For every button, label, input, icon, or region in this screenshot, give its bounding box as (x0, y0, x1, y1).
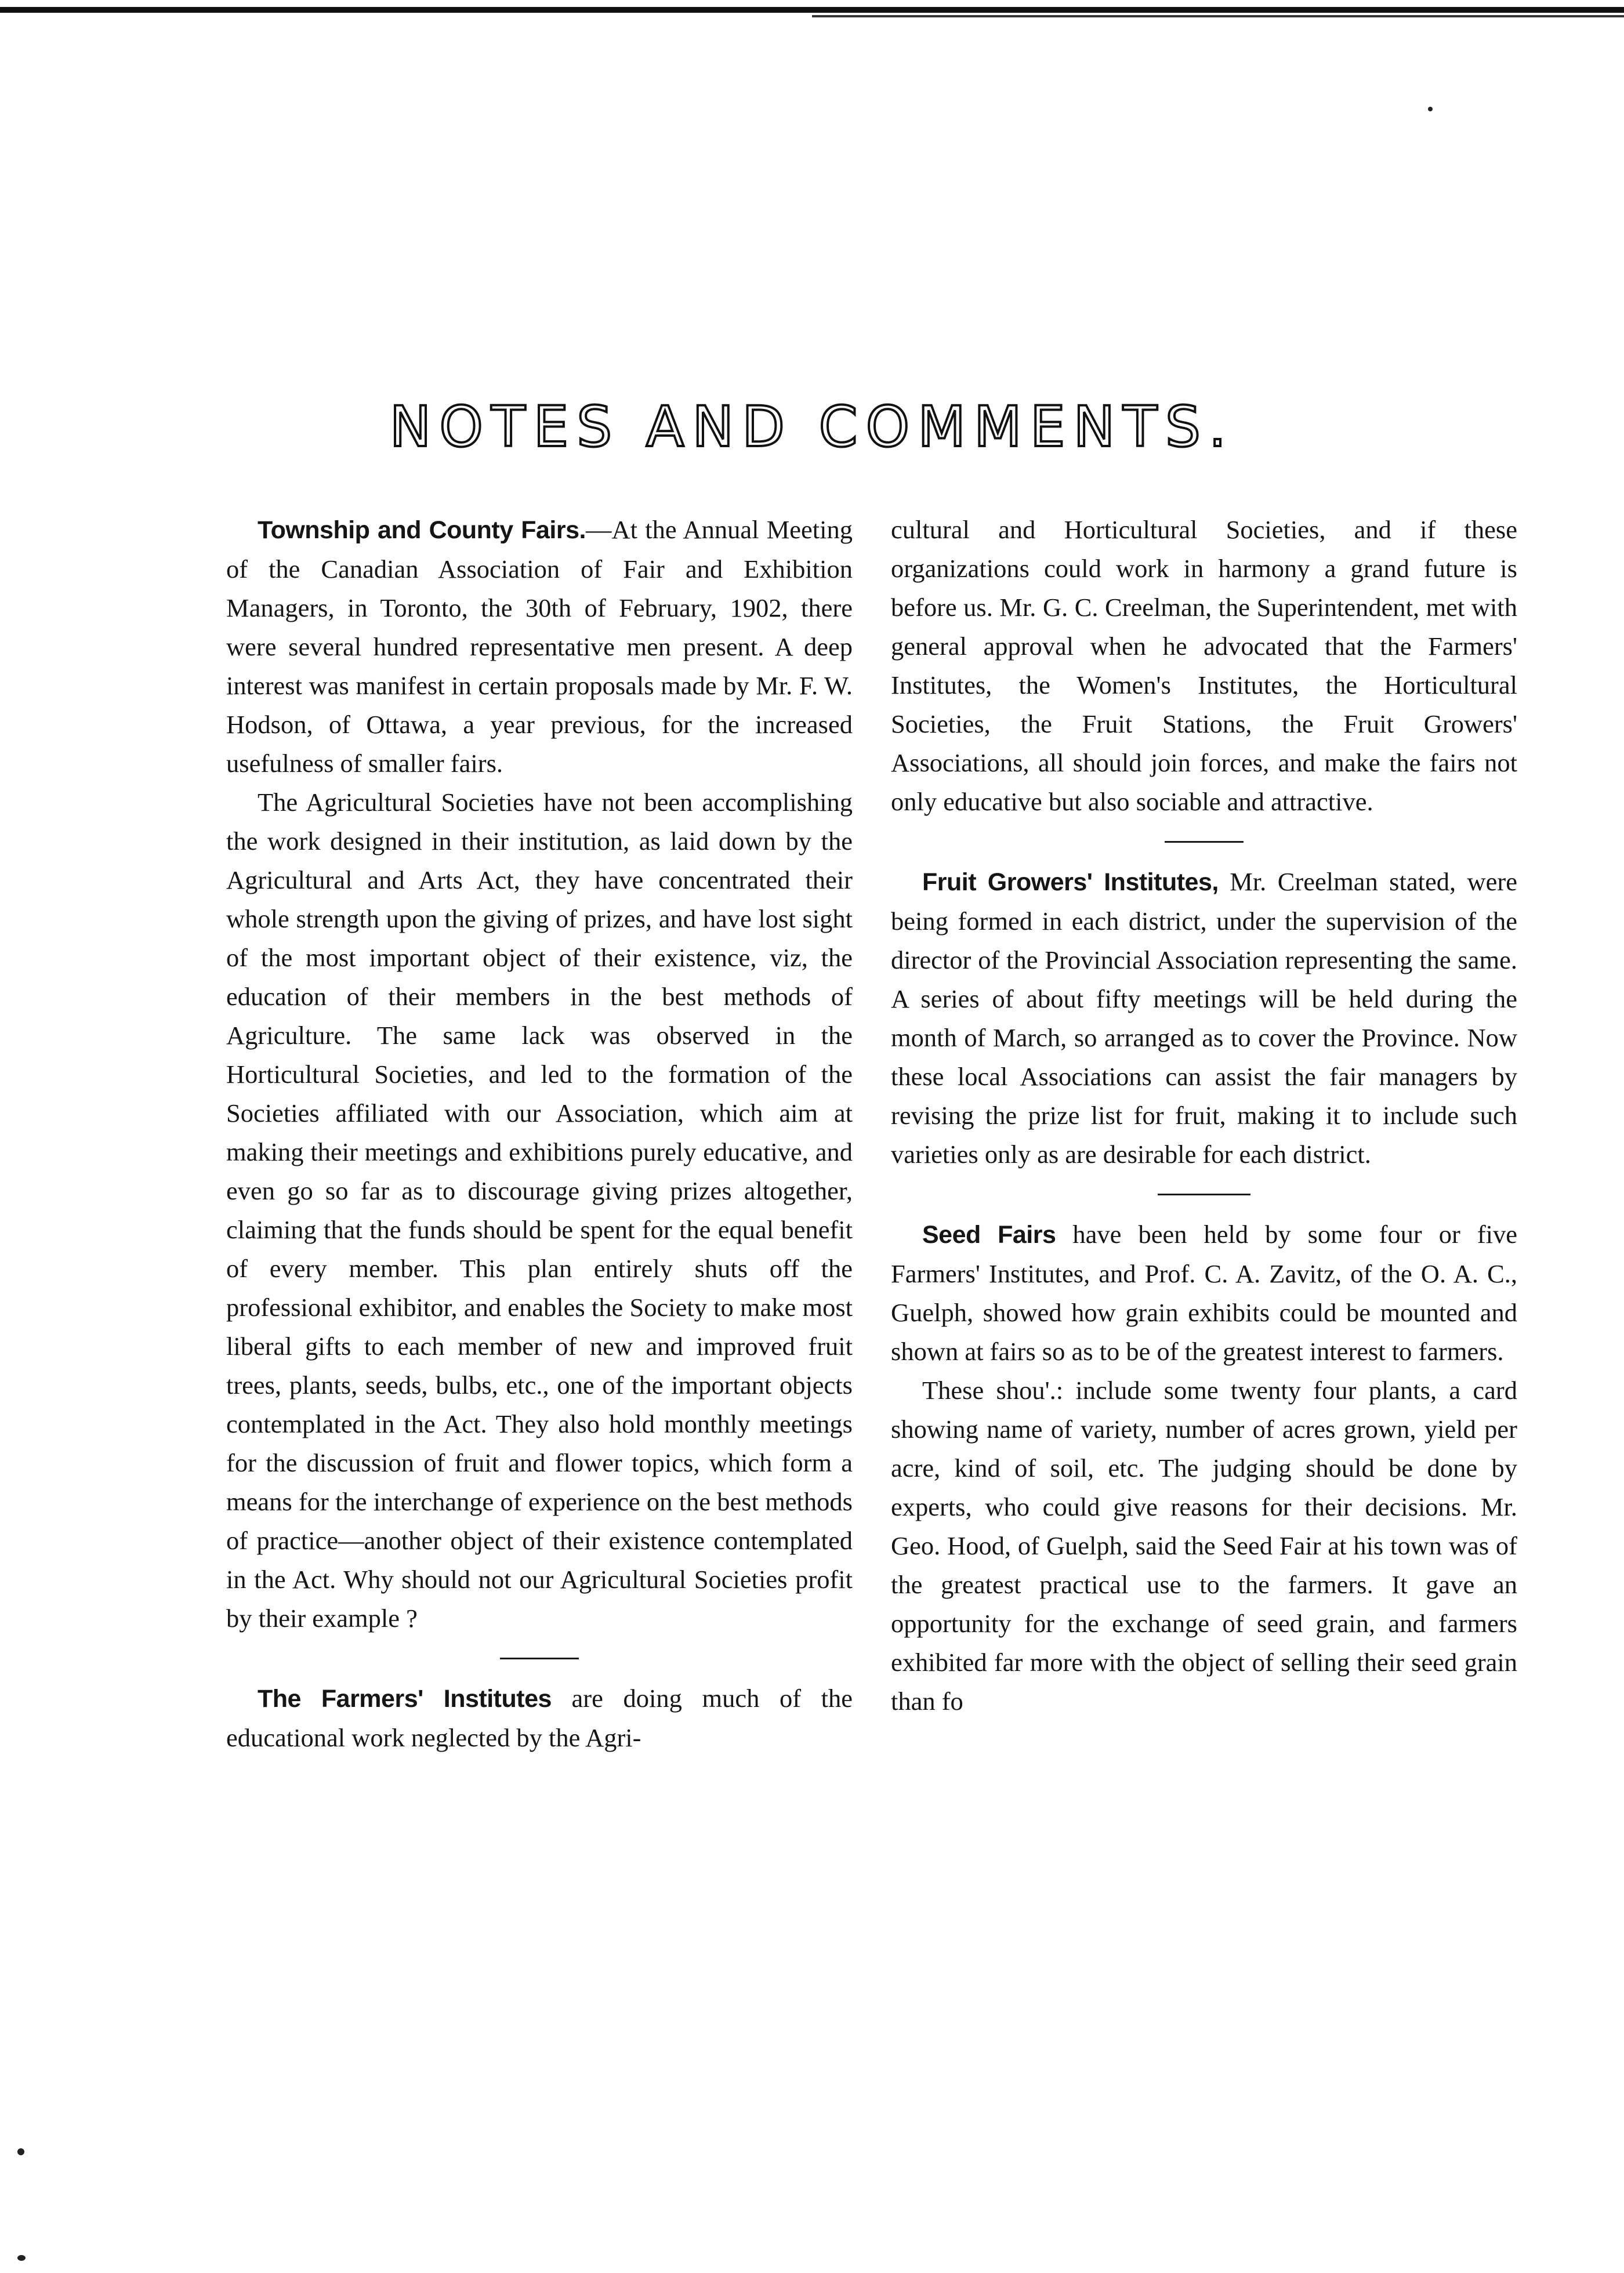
paragraph-lead: Township and County Fairs. (258, 516, 586, 544)
paragraph-text: have been held by some four or five Farmers' Institutes, and Prof. C. A. Zavitz, of the O. A. C., Guelph, showed how grain exhibits could be mounted and shown at fairs so as to be of the greatest interest to farmers. (891, 1220, 1518, 1366)
paragraph-lead: The Farmers' Institutes (258, 1685, 552, 1713)
paragraph-text: Mr. Creelman stated, were being formed in each district, under the supervision of the director of the Provincial Association representing the same. A series of about fifty meetings will be held during the month of March, so arranged as to cover the Province. Now these local Associations can assist the fair managers by revising the prize list for fruit, making it to include such varieties only as are desirable for each district. (891, 867, 1517, 1169)
left-column (226, 510, 853, 1757)
scan-speck (1428, 107, 1433, 111)
paragraph-farmers-institutes (226, 1679, 853, 1757)
paragraph-seed-fairs (891, 1215, 1517, 1371)
scan-speck (17, 2255, 26, 2261)
scan-speck (17, 2148, 24, 2155)
paragraph-fruit-growers-institutes (891, 862, 1517, 1174)
top-border-rule (0, 7, 1624, 13)
section-separator (1158, 1194, 1250, 1195)
paragraph-lead: Seed Fairs (922, 1221, 1056, 1249)
paragraph-text: are doing much of the educational work neglected by the Agri- (226, 1684, 853, 1752)
paragraph-township-fairs (226, 510, 853, 783)
paragraph-agricultural-societies: The Agricultural Societies have not been accomplishing the work designed in their institution, as laid down by the Agricultural and Arts Act, they have concentrated their whole strength upon the giving of prizes, and have lost sight of the most important object of their existence, viz, the education of their members in the best methods of Agriculture. The same lack was observed in the Horticultural Societies, and led to the formation of the Societies affiliated with our Association, which aim at making their meetings and exhibitions purely educative, and even go so far as to discourage giving prizes altogether, claiming that the funds should be spent for the equal benefit of every member. This plan entirely shuts off the professional exhibitor, and enables the Society to make most liberal gifts to each member of new and improved fruit trees, plants, seeds, bulbs, etc., one of the important objects contemplated in the Act. They also hold monthly meetings for the discussion of fruit and flower topics, which form a means for the interchange of experience on the best methods of practice—another object of their existence contemplated in the Act. Why should not our Agricultural Societies profit by their example ? (226, 788, 853, 1633)
paragraph-seed-exhibits: These shou'.: include some twenty four plants, a card showing name of variety, number of acres grown, yield per acre, kind of soil, etc. The judging should be done by experts, who could give reasons for their decisions. Mr. Geo. Hood, of Guelph, said the Seed Fair at his town was of the greatest practical use to the farmers. It gave an opportunity for the exchange of seed grain, and farmers exhibited far more with the object of selling their seed grain than fo (891, 1376, 1517, 1716)
paragraph-lead: Fruit Growers' Institutes, (922, 868, 1219, 896)
top-border-rule-thin (812, 15, 1624, 17)
section-separator (500, 1658, 579, 1659)
page-title: NOTES AND COMMENTS. (389, 394, 1235, 459)
section-separator (1165, 841, 1244, 843)
paragraph-continuation: cultural and Horticultural Societies, and if these organizations could work in harmony a grand future is before us. Mr. G. C. Creelman, the Superintendent, met with general approval when he advocated that the Farmers' Institutes, the Women's Institutes, the Horticultural Societies, the Fruit Stations, the Fruit Growers' Associations, all should join forces, and make the fairs not only educative but also sociable and attractive. (891, 515, 1517, 816)
right-column (891, 510, 1517, 1721)
paragraph-text: —At the Annual Meeting of the Canadian Association of Fair and Exhibition Managers, in Toronto, the 30th of February, 1902, there were several hundred representative men present. A deep interest was manifest in certain proposals made by Mr. F. W. Hodson, of Ottawa, a year previous, for the increased usefulness of smaller fairs. (226, 515, 853, 778)
